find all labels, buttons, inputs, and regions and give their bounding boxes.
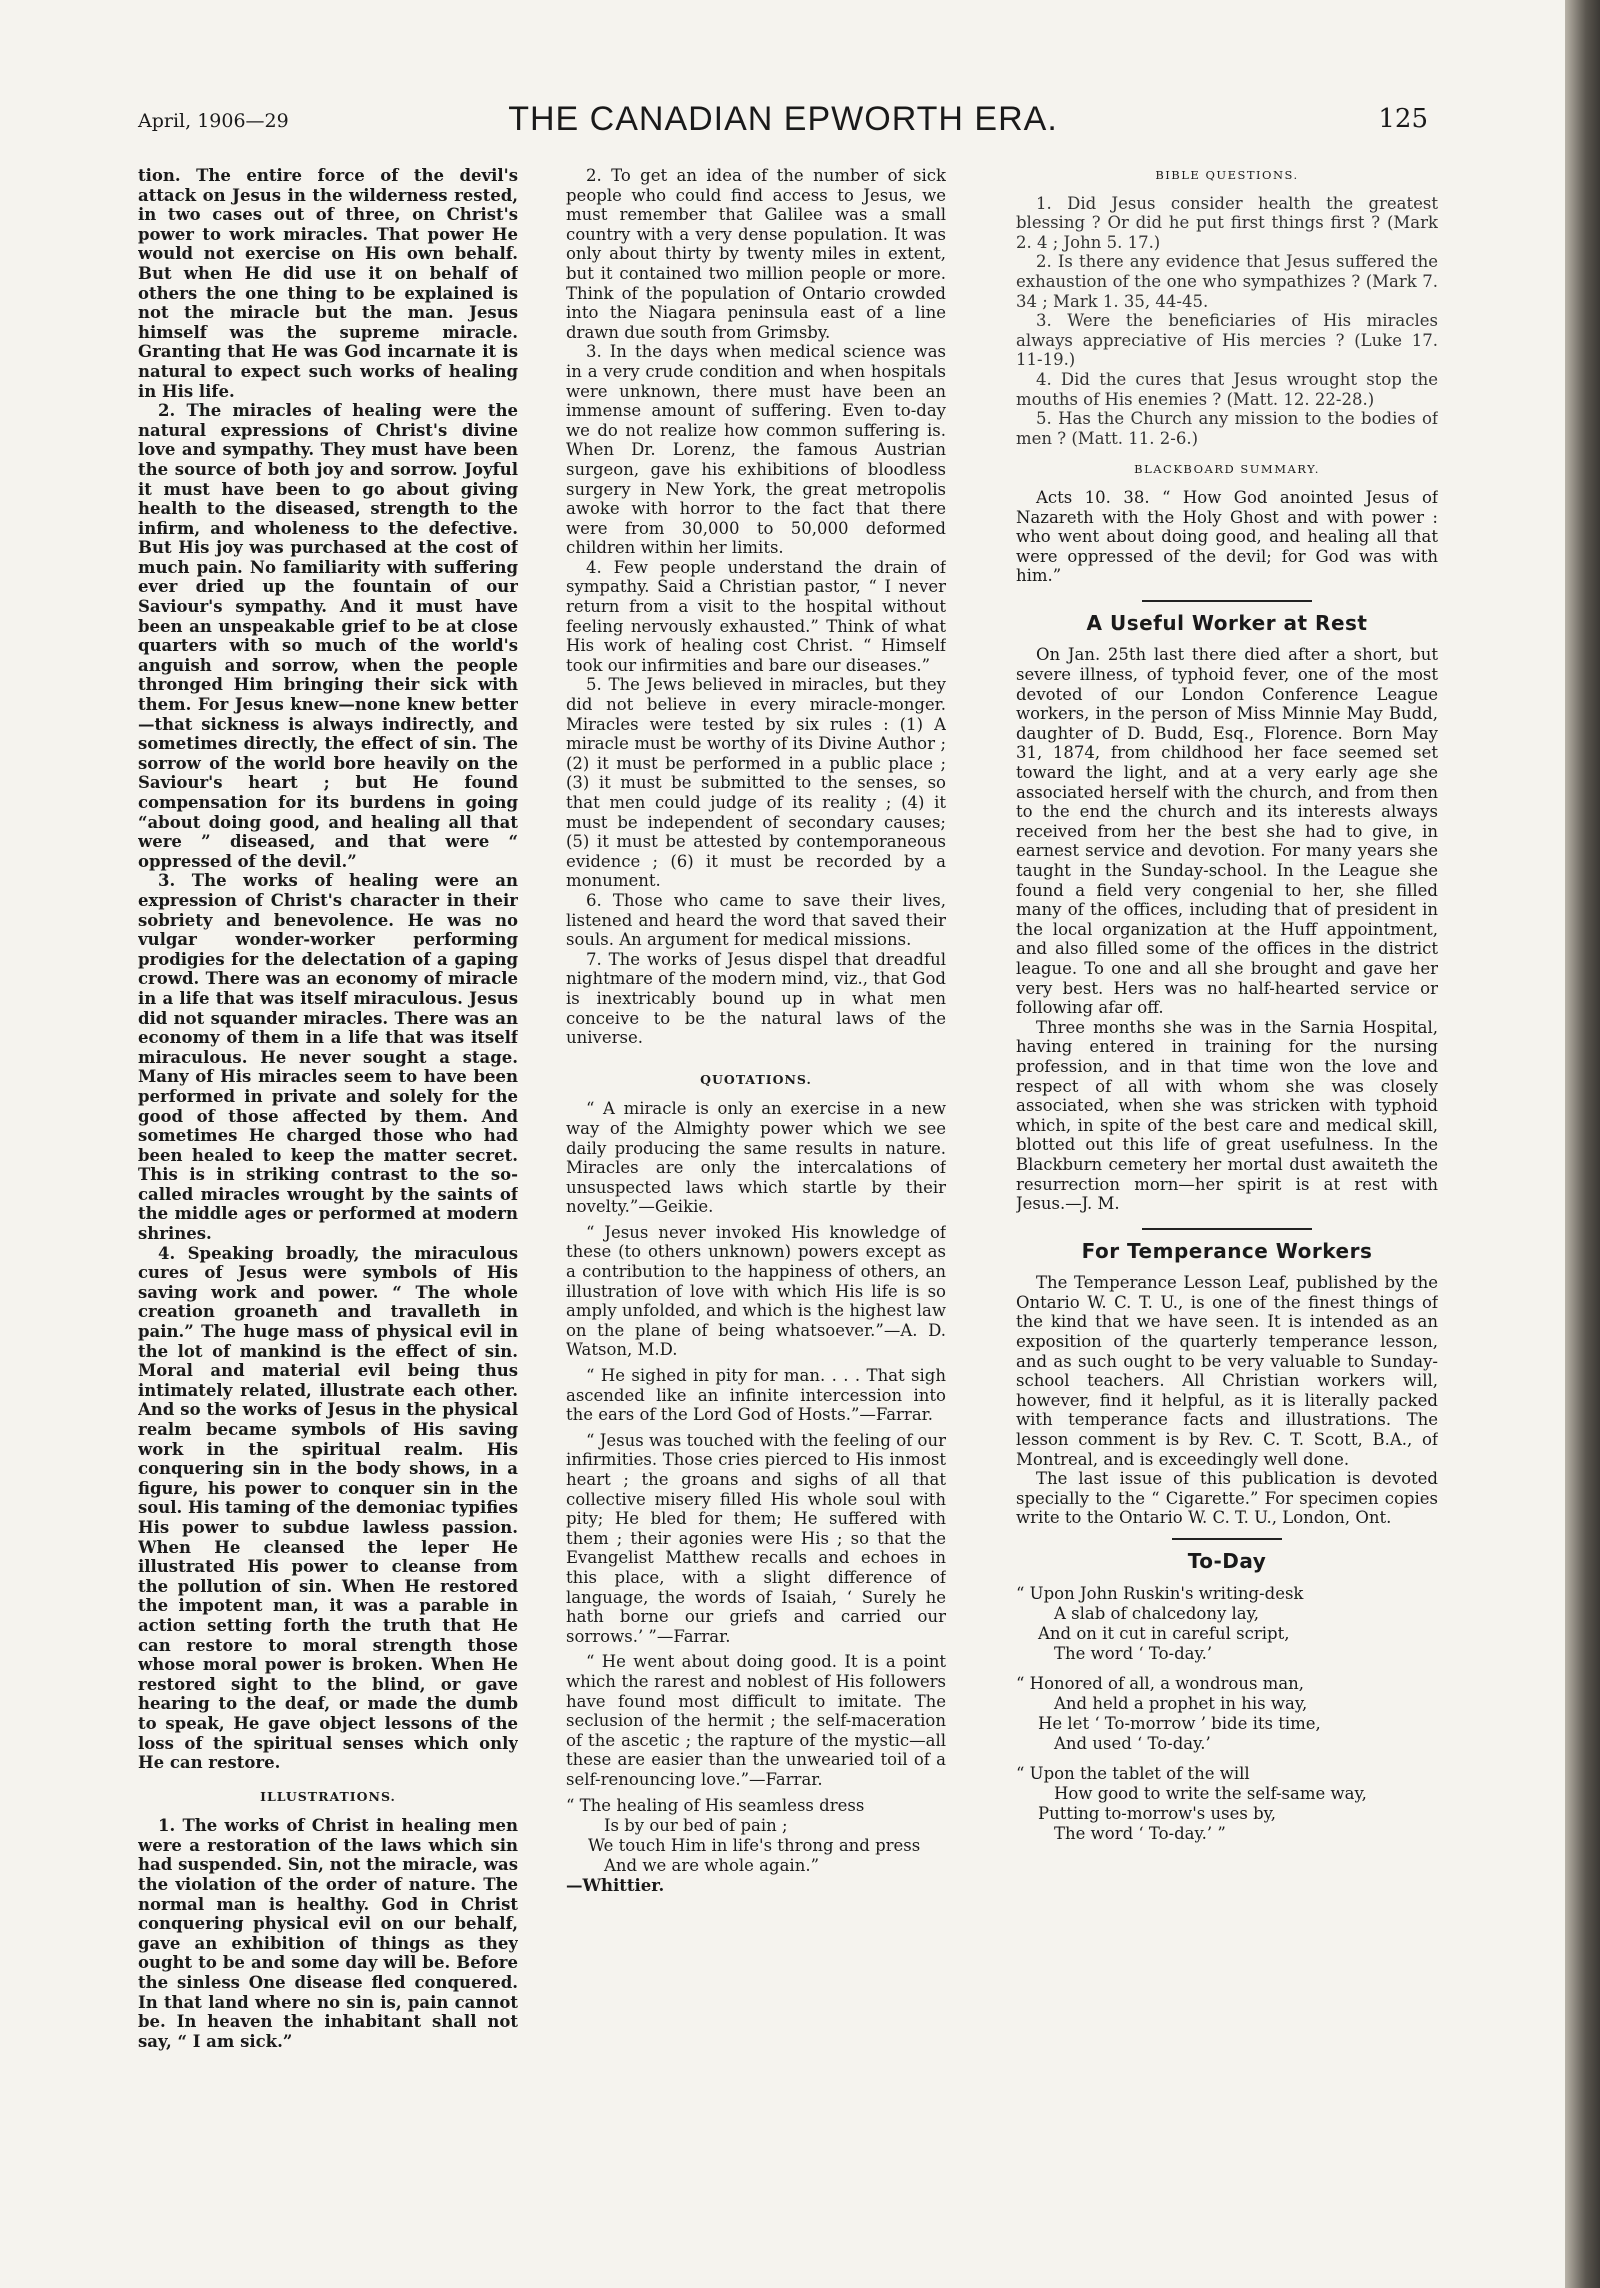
paragraph: tion. The entire force of the devil's attack on Jesus in the wilderness rested, in two cases out of three, on Christ's power to work miracles. That power He would not exercise on His own behalf. But when He did use it on behalf of others the one thing to be explained is not the miracle but the man. Jesus himself was the supreme miracle. Granting that He was God incarnate it is natural to expect such works of healing in His life. — [138, 166, 518, 401]
blackboard-summary: Acts 10. 38. “ How God anointed Jesus of Nazareth with the Holy Ghost and with power : who went about doing good, and healing all that were oppressed of the devil; for God was with him.” — [1016, 487, 1438, 586]
magazine-title: THE CANADIAN EPWORTH ERA. — [508, 100, 1058, 138]
poem-line: “ Upon John Ruskin's writing-desk — [1016, 1583, 1304, 1603]
paragraph: 6. Those who came to save their lives, listened and heard the word that saved their souls. An argument for medical missions. — [566, 890, 946, 950]
poem-line: We touch Him in life's throng and press — [588, 1835, 921, 1855]
poem-line: And on it cut in careful script, — [1038, 1623, 1290, 1643]
quotation: “ Jesus was touched with the feeling of our infirmities. Those cries pierced to His inmost heart ; the groans and sighs of all that collective misery filled His whole soul with pity; He bled for them; He suffered with them ; their agonies were His ; so that the Evangelist Matthew recalls and echoes in this place, with a slight difference of language, the words of Isaiah, ‘ Surely he hath borne our griefs and carried our sorrows.’ ”—Farrar. — [566, 1430, 946, 1646]
article-title-useful-worker: A Useful Worker at Rest — [1086, 610, 1368, 635]
bible-questions-heading: BIBLE QUESTIONS. — [1155, 168, 1299, 182]
paragraph: 3. The works of healing were an expression of Christ's character in their sobriety and benevolence. He was no vulgar wonder-worker performing prodigies for the delectation of a gaping crowd. There was an economy of miracle in a life that was itself miraculous. Jesus did not squander miracles. There was an economy of them in a life that was itself miraculous. He never sought a stage. Many of His miracles seem to have been performed in private and solely for the good of those affected by them. And sometimes He charged those who had been healed to keep the matter secret. This is in striking contrast to the so-called miracles wrought by the saints of the middle ages or performed at modern shrines. — [138, 871, 518, 1244]
book-binding-edge — [1565, 0, 1600, 2288]
paragraph: Three months she was in the Sarnia Hospital, having entered in training for the nursing profession, and in that time won the love and respect of all with whom she was closely associated, when she was stricken with typhoid which, in spite of the best care and medical skill, blotted out this life of great usefulness. In the Blackburn cemetery her mortal dust awaiteth the resurrection morn—her spirit is at rest with Jesus.—J. M. — [1016, 1017, 1438, 1214]
today-stanza — [1016, 1584, 1438, 1664]
whittier-poem — [566, 1796, 946, 1896]
poem-line: “ The healing of His seamless dress — [566, 1795, 865, 1815]
column-middle — [566, 166, 946, 2176]
bible-question: 2. Is there any evidence that Jesus suffered the exhaustion of the one who sympathizes ? (Mark 7. 34 ; Mark 1. 35, 44-45. — [1016, 252, 1438, 311]
poem-line: Is by our bed of pain ; — [604, 1815, 788, 1835]
paragraph: On Jan. 25th last there died after a short, but severe illness, of typhoid fever, one of the most devoted of our London Conference League workers, in the person of Miss Minnie May Budd, daughter of D. Budd, Esq., Florence. Born May 31, 1874, from childhood her face seemed set toward the light, and at a very early age she associated herself with the church, and from then to the end the church and its interests always received from her the best she had to give, in earnest service and devotion. For many years she taught in the Sunday-school. In the League she found a field very congenial to her, she filled many of the offices, including that of president in the local organization at the Huff appointment, and also filled some of the offices in the district league. To one and all she brought and gave her very best. Hers was no half-hearted service or following afar off. — [1016, 645, 1438, 1018]
paragraph: 5. The Jews believed in miracles, but they did not believe in every miracle-monger. Miracles were tested by six rules : (1) A miracle must be worthy of its Divine Author ; (2) it must be performed in a public place ; (3) it must be submitted to the senses, so that men could judge of its reality ; (4) it must be independent of secondary causes; (5) it must be attested by contemporaneous evidence ; (6) it must be recorded by a monument. — [566, 675, 946, 891]
poem-line: A slab of chalcedony lay, — [1054, 1603, 1260, 1623]
page-header — [138, 100, 1428, 144]
poem-line: And used ‘ To-day.’ — [1054, 1733, 1211, 1753]
poem-line: He let ‘ To-morrow ’ bide its time, — [1038, 1713, 1321, 1733]
bible-question: 5. Has the Church any mission to the bodies of men ? (Matt. 11. 2-6.) — [1016, 409, 1438, 448]
divider — [1142, 1228, 1312, 1230]
paragraph: 3. In the days when medical science was in a very crude condition and when hospitals were unknown, there must have been an immense amount of suffering. Even to-day we do not realize how common suffering is. When Dr. Lorenz, the famous Austrian surgeon, gave his exhibitions of bloodless surgery in New York, the great metropolis awoke with horror to the fact that there were from 30,000 to 50,000 deformed children within her limits. — [566, 342, 946, 558]
quotations-heading: QUOTATIONS. — [700, 1071, 812, 1087]
poem-line: The word ‘ To-day.’ — [1054, 1643, 1213, 1663]
article-title-temperance: For Temperance Workers — [1081, 1238, 1373, 1263]
poem-line: And we are whole again.” — [604, 1855, 820, 1875]
poem-line: Putting to-morrow's uses by, — [1038, 1803, 1277, 1823]
poem-title-today: To-Day — [1187, 1549, 1267, 1573]
quotation: “ Jesus never invoked His knowledge of these (to others unknown) powers except as a contribution to the happiness of others, an illustration of love with which His life is so amply unfolded, and which is the highest law on the plane of being whatsoever.”—A. D. Watson, M.D. — [566, 1222, 946, 1360]
divider — [1172, 1538, 1282, 1540]
quotation: “ He sighed in pity for man. . . . That sigh ascended like an infinite intercession into the ears of the Lord God of Hosts.”—Farrar. — [566, 1366, 946, 1425]
bible-question: 1. Did Jesus consider health the greatest blessing ? Or did he put first things first ? (Mark 2. 4 ; John 5. 17.) — [1016, 193, 1438, 252]
quotation: “ He went about doing good. It is a point which the rarest and noblest of His followers have found most difficult to imitate. The seclusion of the hermit ; the self-maceration of the ascetic ; the rapture of the mystic—all these are easier than the unwearied toil of a self-renouncing love.”—Farrar. — [566, 1652, 946, 1789]
blackboard-summary-heading: BLACKBOARD SUMMARY. — [1134, 462, 1320, 477]
paragraph: 7. The works of Jesus dispel that dreadful nightmare of the modern mind, viz., that God is inextricably bound up in what men conceive to be the natural laws of the universe. — [566, 949, 946, 1048]
paragraph: 1. The works of Christ in healing men were a restoration of the laws which sin had suspended. Sin, not the miracle, was the violation of the order of nature. The normal man is healthy. God in Christ conquering physical evil on our behalf, gave an exhibition of things as they ought to be and some day will be. Before the sinless One disease fled conquered. In that land where no sin is, pain cannot be. In heaven the inhabitant shall not say, “ I am sick.” — [138, 1816, 518, 2051]
bible-question: 3. Were the beneficiaries of His miracles always appreciative of His mercies ? (Luke 17. 11-19.) — [1016, 311, 1438, 370]
quotation: “ A miracle is only an exercise in a new way of the Almighty power which we see daily producing the same results in nature. Miracles are only the intercalations of unsuspected laws which startle by their novelty.”—Geikie. — [566, 1099, 946, 1217]
paragraph: The Temperance Lesson Leaf, published by the Ontario W. C. T. U., is one of the finest things of the kind that we have seen. It is intended as an exposition of the quarterly temperance lesson, and as such ought to be very valuable to Sunday-school teachers. All Christian workers will, however, find it helpful, as it is literally packed with temperance facts and illustrations. The lesson comment is by Rev. C. T. Scott, B.A., of Montreal, and is exceedingly well done. — [1016, 1273, 1438, 1469]
today-stanza — [1016, 1764, 1438, 1844]
divider — [1142, 600, 1312, 602]
poem-line: “ Honored of all, a wondrous man, — [1016, 1673, 1305, 1693]
page-number: 125 — [1378, 104, 1428, 134]
paragraph: 4. Few people understand the drain of sympathy. Said a Christian pastor, “ I never return from a visit to the hospital without feeling nervously exhausted.” Think of what His work of healing cost Christ. “ Himself took our infirmities and bare our diseases.” — [566, 557, 946, 675]
issue-date: April, 1906—29 — [138, 110, 289, 132]
poem-attribution: —Whittier. — [566, 1875, 665, 1895]
poem-line: “ Upon the tablet of the will — [1016, 1763, 1250, 1783]
paragraph: 2. The miracles of healing were the natural expressions of Christ's divine love and sympathy. They must have been the source of both joy and sorrow. Joyful it must have been to go about giving health to the diseased, strength to the infirm, and wholeness to the defective. But His joy was purchased at the cost of much pain. No familiarity with suffering ever dried up the fountain of our Saviour's sympathy. And it must have been an unspeakable grief to be at close quarters with so much of the world's anguish and sorrow, when the people thronged Him bringing their sick with them. For Jesus knew—none knew better—that sickness is always indirectly, and sometimes directly, the effect of sin. The sorrow of the world bore heavily on the Saviour's heart ; but He found compensation for its burdens in going “about doing good, and healing all that were ” diseased, and that were “ oppressed of the devil.” — [138, 401, 518, 871]
paragraph: 4. Speaking broadly, the miraculous cures of Jesus were symbols of His saving work and power. “ The whole creation groaneth and travalleth in pain.” The huge mass of physical evil in the lot of mankind is the effect of sin. Moral and material evil being thus intimately related, illustrate each other. And so the works of Jesus in the physical realm became symbols of His saving work in the spiritual realm. His conquering sin in the body shows, in a figure, his power to conquer sin in the soul. His taming of the demoniac typifies His power to subdue lawless passion. When He cleansed the leper He illustrated His power to cleanse from the pollution of sin. When He restored the impotent man, it was a parable in action setting forth the truth that He can restore to moral strength those whose moral power is broken. When He restored sight to the blind, or gave hearing to the deaf, or made the dumb to speak, He gave object lessons of the loss of the spiritual senses which only He can restore. — [138, 1243, 518, 1773]
paragraph: 2. To get an idea of the number of sick people who could find access to Jesus, we must remember that Galilee was a small country with a very dense population. It was only about thirty by twenty miles in extent, but it contained two million people or more. Think of the population of Ontario crowded into the Niagara peninsula east of a line drawn due south from Grimsby. — [566, 166, 946, 342]
poem-line: The word ‘ To-day.’ ” — [1054, 1823, 1226, 1843]
poem-line: And held a prophet in his way, — [1054, 1693, 1308, 1713]
bible-question: 4. Did the cures that Jesus wrought stop the mouths of His enemies ? (Matt. 12. 22-28.) — [1016, 369, 1438, 409]
poem-line: How good to write the self-same way, — [1054, 1783, 1367, 1803]
paragraph: The last issue of this publication is devoted specially to the “ Cigarette.” For specimen copies write to the Ontario W. C. T. U., London, Ont. — [1016, 1469, 1438, 1528]
today-stanza — [1016, 1674, 1438, 1754]
illustrations-heading: ILLUSTRATIONS. — [260, 1788, 396, 1804]
column-left — [138, 166, 518, 2176]
column-right — [1016, 166, 1438, 2176]
